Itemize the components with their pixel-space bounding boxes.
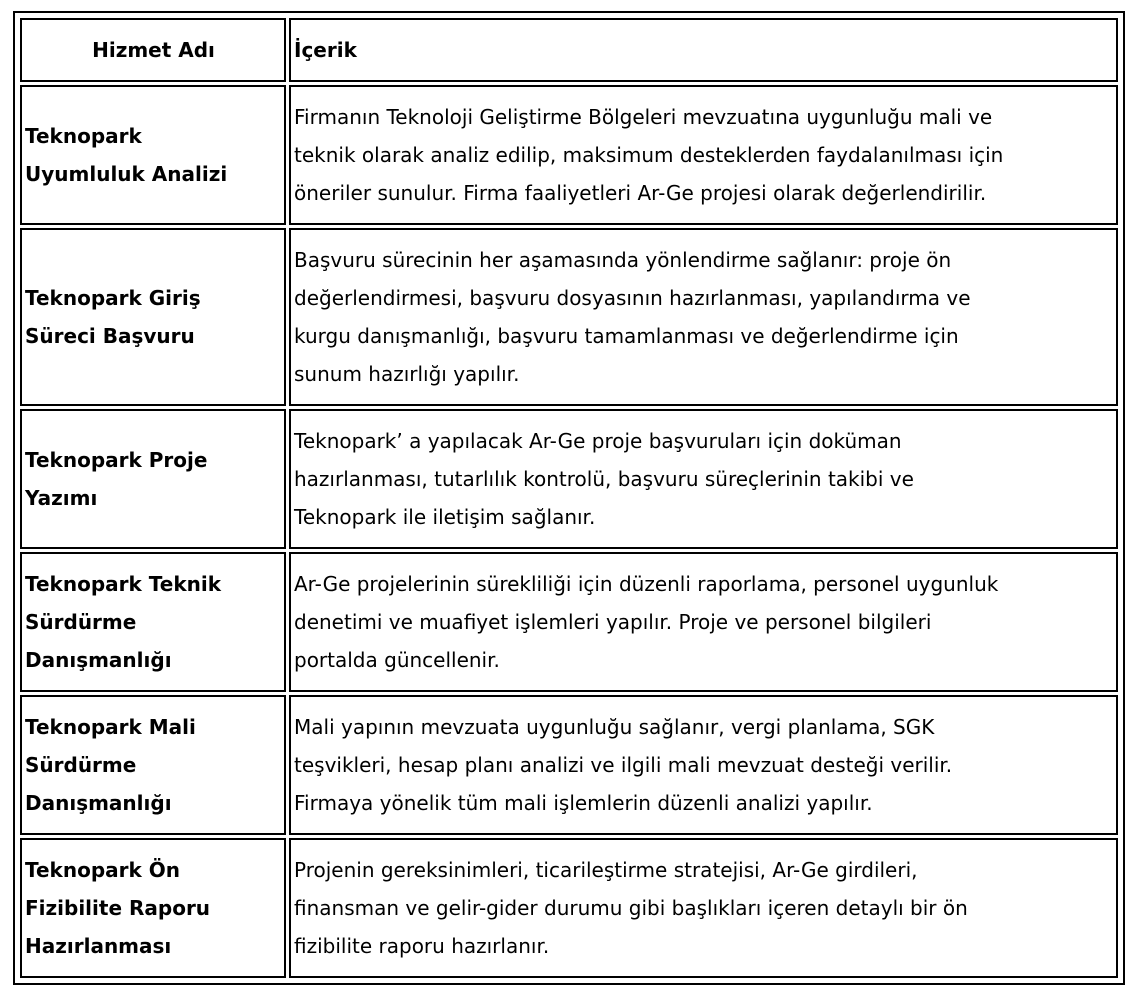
service-content-line: Teknopark ile iletişim sağlanır. [294,505,596,530]
service-name-line: Teknopark Mali [25,715,196,740]
table-row [20,552,1118,692]
service-name-cell [20,838,286,978]
service-name-cell [20,695,286,835]
table-row [20,838,1118,978]
service-content-line: Mali yapının mevzuata uygunluğu sağlanır, vergi planlama, SGK [294,715,935,740]
service-name-line: Fizibilite Raporu [25,896,211,920]
service-name-line: Teknopark [25,123,142,148]
table-row [20,409,1118,549]
service-content-line: Firmaya yönelik tüm mali işlemlerin düzenli analizi yapılır. [294,791,873,816]
services-table-frame [13,11,1125,985]
service-content-line: Ar-Ge projelerinin sürekliliği için düzenli raporlama, personel uygunluk [294,572,999,597]
service-name-line: Sürdürme [25,610,137,635]
service-name-line: Yazımı [25,486,98,511]
service-name-line: Danışmanlığı [25,648,172,673]
service-content-cell [289,228,1118,406]
service-content-cell [289,552,1118,692]
services-table [17,15,1121,981]
service-name-line: Teknopark Giriş [25,286,201,311]
service-content-line: portalda güncellenir. [294,648,500,673]
service-name-cell [20,409,286,549]
header-service-name: Hizmet Adı [20,18,286,82]
table-row [20,228,1118,406]
service-content-line: fizibilite raporu hazırlanır. [294,934,550,958]
service-content-line: Başvuru sürecinin her aşamasında yönlendirme sağlanır: proje ön [294,248,952,273]
service-name-cell [20,552,286,692]
service-name-cell [20,228,286,406]
service-content-line: öneriler sunulur. Firma faaliyetleri Ar-Ge projesi olarak değerlendirilir. [294,180,987,205]
header-content: İçerik [289,18,1118,82]
service-content-line: hazırlanması, tutarlılık kontrolü, başvuru süreçlerinin takibi ve [294,467,914,492]
service-name-line: Teknopark Proje [25,448,208,473]
service-name-cell [20,85,286,225]
service-name-line: Teknopark Ön [25,858,181,882]
service-content-cell [289,838,1118,978]
table-row [20,695,1118,835]
header-row [20,18,1118,82]
service-content-cell [289,695,1118,835]
service-name-line: Teknopark Teknik [25,572,222,597]
service-content-line: sunum hazırlığı yapılır. [294,362,520,387]
service-content-line: teşvikleri, hesap planı analizi ve ilgili mali mevzuat desteği verilir. [294,753,953,778]
service-content-line: kurgu danışmanlığı, başvuru tamamlanması ve değerlendirme için [294,324,959,349]
service-content-line: Firmanın Teknoloji Geliştirme Bölgeleri mevzuatına uygunluğu mali ve [294,104,993,129]
service-content-line: değerlendirmesi, başvuru dosyasının hazırlanması, yapılandırma ve [294,286,971,311]
service-name-line: Uyumluluk Analizi [25,161,228,186]
service-content-line: teknik olarak analiz edilip, maksimum desteklerden faydalanılması için [294,142,1004,167]
table-row [20,85,1118,225]
service-name-line: Süreci Başvuru [25,324,195,349]
service-content-line: Projenin gereksinimleri, ticarileştirme stratejisi, Ar-Ge girdileri, [294,858,918,882]
service-content-cell [289,409,1118,549]
service-content-line: finansman ve gelir-gider durumu gibi başlıkları içeren detaylı bir ön [294,896,968,920]
service-name-line: Sürdürme [25,753,137,778]
service-name-line: Hazırlanması [25,934,172,958]
service-name-line: Danışmanlığı [25,791,172,816]
service-content-cell [289,85,1118,225]
service-content-line: denetimi ve muafiyet işlemleri yapılır. Proje ve personel bilgileri [294,610,932,635]
service-content-line: Teknopark’ a yapılacak Ar-Ge proje başvuruları için doküman [294,429,902,454]
